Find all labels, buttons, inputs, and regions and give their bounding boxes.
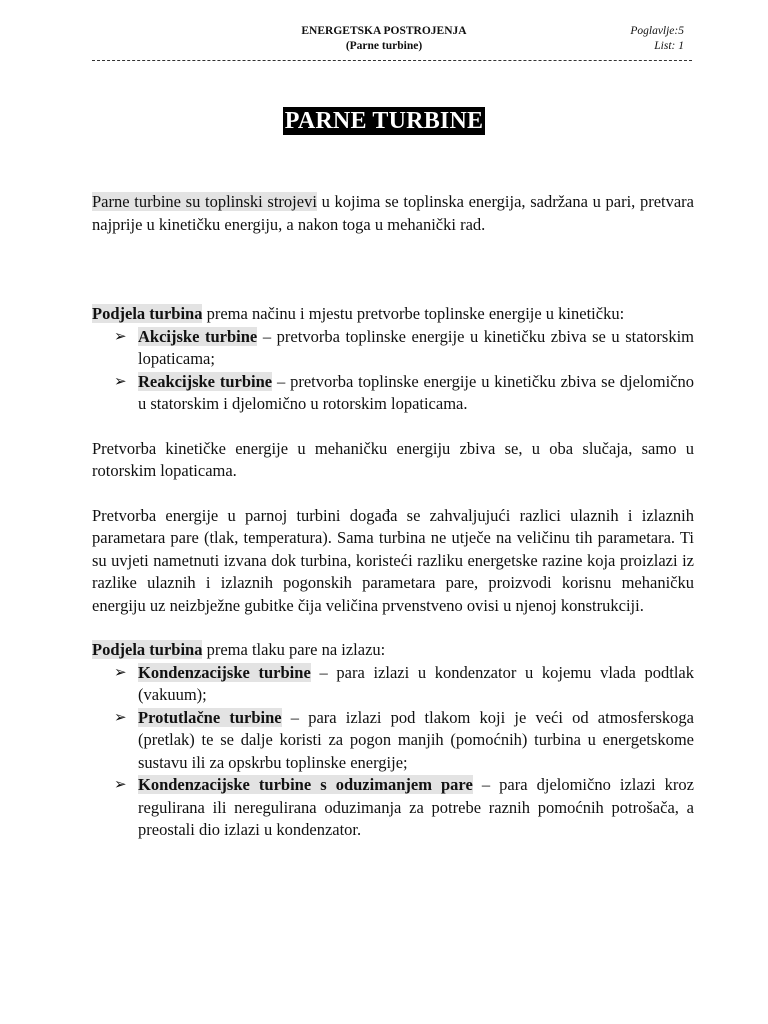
list-item: [92, 774, 694, 842]
arrow-bullet-icon: ➢: [114, 664, 127, 681]
list-item: [92, 326, 694, 371]
energy-paragraph: Pretvorba energije u parnoj turbini događa se zahvaljujući razlici ulaznih i izlaznih parametara pare (tlak, temperatura). Sama turbina ne utječe na veličinu tih parametara. Ti su uvjeti nametnuti izvana dok turbina, koristeći razliku energetske razine koja proizlazi iz razlike ulaznih i izlaznih pogonskih parametara pare, proizvodi korisnu mehaničku energiju uz neizbježne gubitke čija veličina prvenstveno ovisi u njenoj konstrukciji.: [92, 505, 694, 615]
document-body: [92, 191, 694, 842]
list-item: [92, 662, 694, 707]
division2-list: [92, 662, 694, 842]
kinetic-paragraph: Pretvorba kinetičke energije u mehaničku energiju zbiva se, u oba slučaja, samo u rotorskim lopaticama.: [92, 438, 694, 480]
page-title-wrap: [0, 107, 768, 135]
division1-text: prema načinu i mjestu pretvorbe toplinske energije u kinetičku:: [202, 304, 625, 323]
page-title: PARNE TURBINE: [284, 108, 484, 134]
list-item: [92, 371, 694, 416]
arrow-bullet-icon: ➢: [114, 373, 127, 390]
division1-list: [92, 326, 694, 416]
spacer: [92, 236, 694, 303]
list-item-text: – pretvorba toplinske energije u kinetičku zbiva se u statorskim lopaticama;: [138, 326, 695, 368]
spacer: [92, 416, 694, 438]
list-item-term: Akcijske turbine: [138, 326, 258, 346]
list-item-term: Protutlačne turbine: [138, 707, 282, 727]
list-item-text: – para djelomično izlazi kroz regulirana ili neregulirana oduzimanja za potrebe raznih pomoćnih potrošača, a preostali dio izlazi u kondenzator.: [138, 775, 695, 839]
spacer: [92, 617, 694, 639]
header-sheet: List: 1: [654, 40, 684, 52]
list-item-term: Kondenzacijske turbine s oduzimanjem pare: [138, 775, 473, 794]
list-item-text: – para izlazi u kondenzator u kojemu vlada podtlak (vakuum);: [138, 662, 694, 704]
division2-heading: [92, 639, 694, 662]
list-item: [92, 707, 694, 775]
header-page-info: [630, 24, 684, 54]
arrow-bullet-icon: ➢: [114, 709, 127, 726]
header-subtitle: (Parne turbine): [345, 40, 423, 52]
division1-heading: [92, 303, 694, 326]
division2-term: Podjela turbina: [92, 640, 203, 659]
intro-paragraph: [92, 191, 694, 236]
header-title: ENERGETSKA POSTROJENJA: [301, 25, 467, 37]
intro-term: Parne turbine su toplinski strojevi: [92, 192, 317, 211]
list-item-term: Reakcijske turbine: [138, 371, 273, 391]
division2-text: prema tlaku pare na izlazu:: [202, 640, 386, 659]
header-divider: [92, 60, 692, 61]
spacer: [92, 483, 694, 505]
list-item-text: – para izlazi pod tlakom koji je veći od atmosferskoga (pretlak) te se dalje koristi za pogon manjih (pomoćnih) turbina u energetskome sustavu ili za opskrbu toplinske energije;: [138, 707, 695, 772]
header-chapter: Poglavlje:5: [630, 25, 684, 37]
arrow-bullet-icon: ➢: [114, 328, 127, 345]
list-item-term: Kondenzacijske turbine: [138, 662, 311, 682]
list-item-text: – pretvorba toplinske energije u kinetičku zbiva se djelomično u statorskim i djelomično u rotorskim lopaticama.: [138, 371, 694, 413]
division1-term: Podjela turbina: [92, 304, 203, 323]
intro-text: u kojima se toplinska energija, sadržana u pari, pretvara najprije u kinetičku energiju, a nakon toga u mehanički rad.: [92, 192, 694, 234]
arrow-bullet-icon: ➢: [114, 777, 127, 793]
